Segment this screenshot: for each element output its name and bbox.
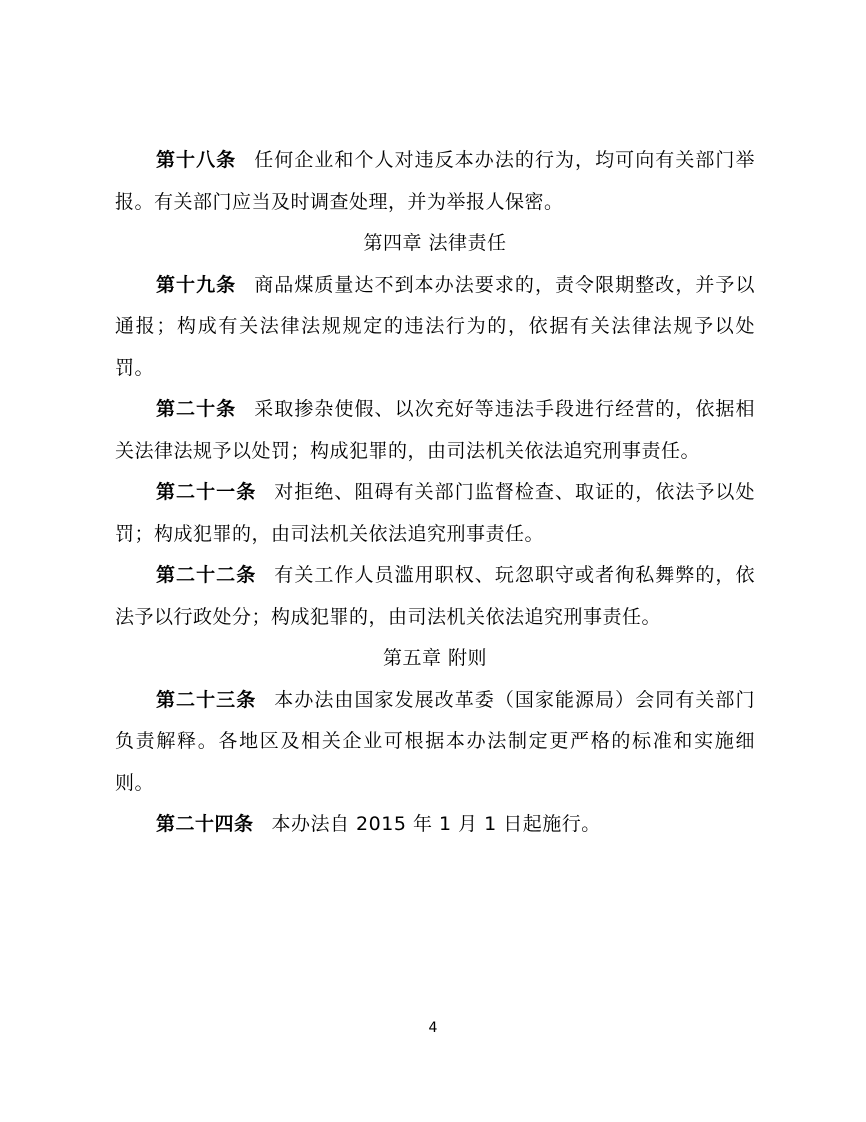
article-22 bbox=[115, 555, 755, 638]
article-text: 本办法由国家发展改革委（国家能源局）会同有关部门负责解释。各地区及相关企业可根据本办法制定更严格的标准和实施细则。 bbox=[115, 688, 755, 794]
article-number: 第二十一条 bbox=[156, 481, 257, 503]
article-text: 采取掺杂使假、以次充好等违法手段进行经营的，依据相关法律法规予以处罚；构成犯罪的，由司法机关依法追究刑事责任。 bbox=[115, 398, 755, 462]
article-23 bbox=[115, 680, 755, 805]
article-text: 本办法自 2015 年 1 月 1 日起施行。 bbox=[271, 813, 601, 835]
article-number: 第二十二条 bbox=[156, 564, 257, 586]
chapter-heading: 第五章 附则 bbox=[382, 647, 488, 669]
article-text: 任何企业和个人对违反本办法的行为，均可向有关部门举报。有关部门应当及时调查处理，并为举报人保密。 bbox=[115, 149, 755, 213]
article-20 bbox=[115, 389, 755, 472]
article-19 bbox=[115, 265, 755, 390]
article-21 bbox=[115, 472, 755, 555]
article-number: 第二十条 bbox=[156, 398, 237, 420]
article-number: 第十八条 bbox=[156, 149, 237, 171]
article-text: 商品煤质量达不到本办法要求的，责令限期整改，并予以通报；构成有关法律法规规定的违法行为的，依据有关法律法规予以处罚。 bbox=[115, 273, 755, 379]
article-18 bbox=[115, 140, 755, 223]
chapter-heading: 第四章 法律责任 bbox=[363, 232, 507, 254]
article-text: 对拒绝、阻碍有关部门监督检查、取证的，依法予以处罚；构成犯罪的，由司法机关依法追究刑事责任。 bbox=[115, 481, 755, 545]
document-body bbox=[115, 140, 755, 846]
article-number: 第十九条 bbox=[156, 273, 237, 296]
article-number: 第二十四条 bbox=[156, 813, 254, 835]
article-number: 第二十三条 bbox=[156, 688, 257, 711]
page-number: 4 bbox=[428, 1020, 438, 1036]
article-text: 有关工作人员滥用职权、玩忽职守或者徇私舞弊的，依法予以行政处分；构成犯罪的，由司法机关依法追究刑事责任。 bbox=[115, 564, 755, 628]
article-24 bbox=[115, 804, 755, 846]
